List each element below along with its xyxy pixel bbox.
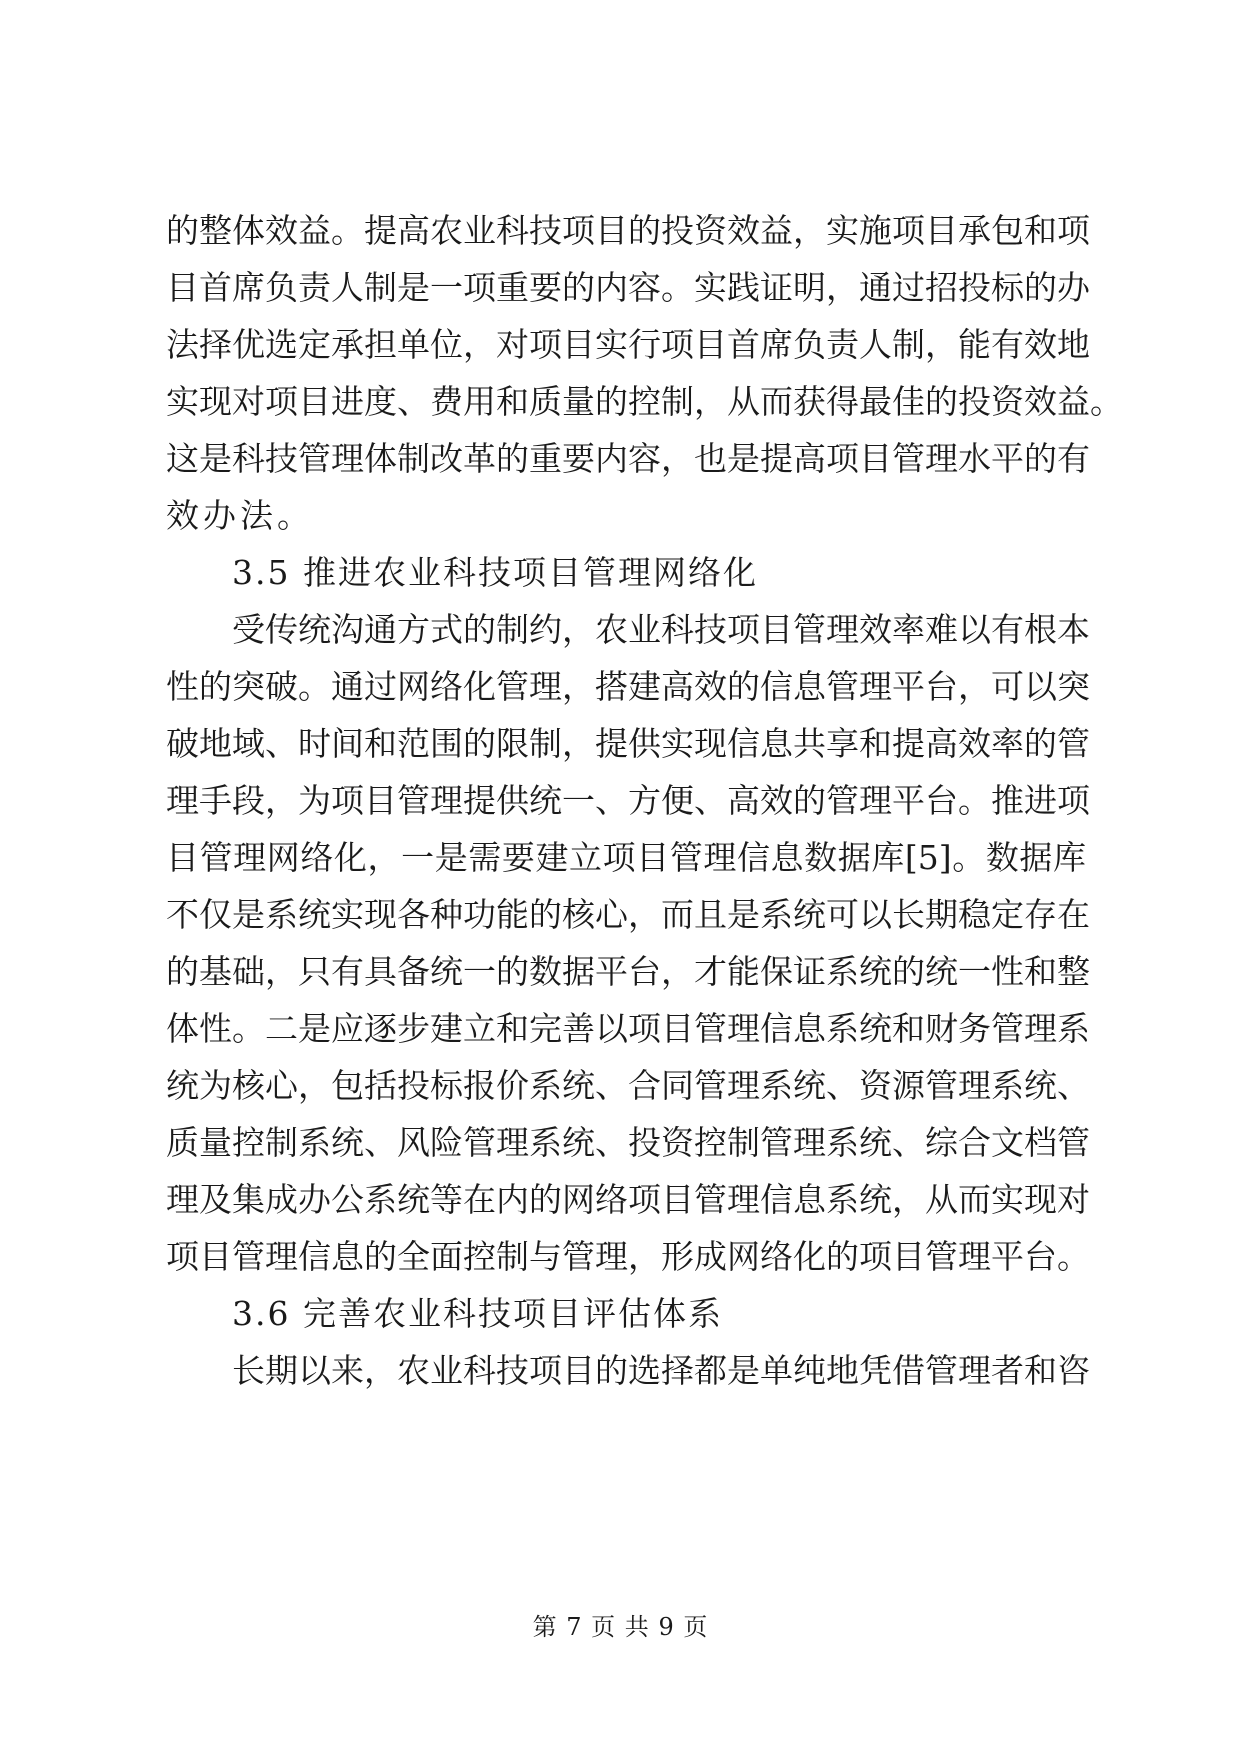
text-line: 项目管理信息的全面控制与管理，形成网络化的项目管理平台。 (166, 1237, 1090, 1276)
page-indicator: 第 7 页 共 9 页 (532, 1613, 709, 1641)
text-line: 这是科技管理体制改革的重要内容，也是提高项目管理水平的有 (166, 439, 1090, 478)
text-line: 效办法。 (166, 496, 314, 535)
text-line: 长期以来，农业科技项目的选择都是单纯地凭借管理者和咨 (232, 1351, 1090, 1390)
text-line: 实现对项目进度、费用和质量的控制，从而获得最佳的投资效益。 (166, 382, 1123, 421)
text-line: 理及集成办公系统等在内的网络项目管理信息系统，从而实现对 (166, 1180, 1090, 1219)
text-line: 目首席负责人制是一项重要的内容。实践证明，通过招投标的办 (166, 268, 1090, 307)
text-line: 质量控制系统、风险管理系统、投资控制管理系统、综合文档管 (166, 1123, 1090, 1162)
text-line: 不仅是系统实现各种功能的核心，而且是系统可以长期稳定存在 (166, 895, 1090, 934)
text-line: 性的突破。通过网络化管理，搭建高效的信息管理平台，可以突 (166, 667, 1090, 706)
text-line: 法择优选定承担单位，对项目实行项目首席负责人制，能有效地 (166, 325, 1090, 364)
text-line: 的基础，只有具备统一的数据平台，才能保证系统的统一性和整 (166, 952, 1090, 991)
text-line: 目管理网络化，一是需要建立项目管理信息数据库[5]。数据库 (166, 838, 1086, 877)
text-line: 受传统沟通方式的制约，农业科技项目管理效率难以有根本 (232, 610, 1090, 649)
section-heading-3-5: 3.5 推进农业科技项目管理网络化 (232, 553, 758, 592)
text-line: 破地域、时间和范围的限制，提供实现信息共享和提高效率的管 (166, 724, 1090, 763)
text-line: 体性。二是应逐步建立和完善以项目管理信息系统和财务管理系 (166, 1009, 1090, 1048)
section-heading-3-6: 3.6 完善农业科技项目评估体系 (232, 1294, 723, 1333)
text-line: 的整体效益。提高农业科技项目的投资效益，实施项目承包和项 (166, 211, 1090, 250)
text-line: 理手段，为项目管理提供统一、方便、高效的管理平台。推进项 (166, 781, 1090, 820)
text-line: 统为核心，包括投标报价系统、合同管理系统、资源管理系统、 (166, 1066, 1090, 1105)
